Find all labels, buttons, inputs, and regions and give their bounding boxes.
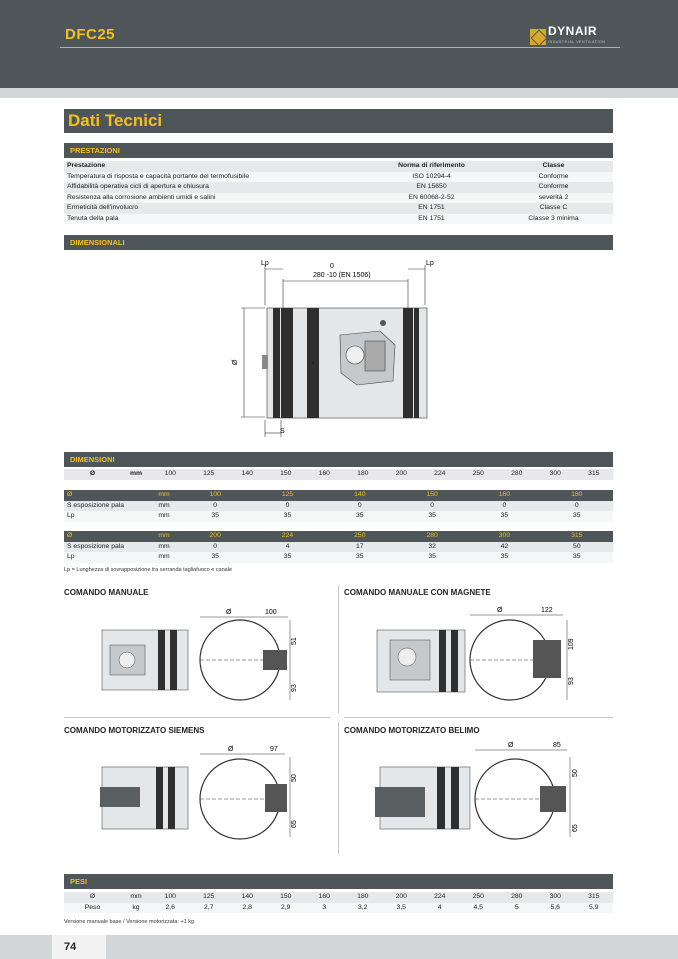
table-cell: 0: [179, 501, 251, 512]
table-header-row: [64, 531, 613, 542]
table-cell: 0: [179, 542, 251, 553]
table-cell: 224: [421, 892, 460, 903]
table-cell: ISO 10294-4: [369, 172, 494, 183]
dimensionali-title: DIMENSIONALI: [70, 238, 125, 247]
table-cell: 315: [575, 892, 614, 903]
model-title: DFC25: [65, 26, 116, 43]
table-row: [64, 193, 613, 204]
table-header-row: [64, 490, 613, 501]
table-cell: severità 2: [494, 193, 613, 204]
damper-dimension-drawing: [225, 255, 455, 440]
column-header: 250: [324, 531, 396, 542]
row-label: Peso: [64, 903, 121, 914]
table-cell: EN 15650: [369, 182, 494, 193]
table-cell: 35: [179, 552, 251, 563]
vertical-divider: [338, 722, 339, 854]
table-row: [64, 511, 613, 522]
table-cell: 5,9: [575, 903, 614, 914]
table-cell: 300: [536, 469, 575, 480]
table-cell: Ermeticità dell'involucro: [64, 203, 369, 214]
column-header: 140: [324, 490, 396, 501]
table-cell: 200: [382, 469, 421, 480]
table-cell: 4: [251, 542, 323, 553]
horizontal-divider: [344, 717, 613, 718]
belimo-drawing: [375, 742, 595, 842]
table-cell: 32: [396, 542, 468, 553]
table-cell: 200: [382, 892, 421, 903]
dim-top: 97: [270, 746, 278, 753]
table-cell: Resistenza alla corrosione ambienti umidi e salini: [64, 193, 369, 204]
column-header: 180: [541, 490, 613, 501]
table-cell: 3,5: [382, 903, 421, 914]
table-header-row: [64, 161, 613, 172]
table-cell: 35: [541, 552, 613, 563]
dimensioni-table-1: [64, 490, 613, 522]
table-cell: 35: [468, 552, 540, 563]
unit-cell: mm: [149, 501, 179, 512]
table-cell: 3: [305, 903, 344, 914]
dimensioni-title: DIMENSIONI: [70, 455, 115, 464]
table-cell: Classe 3 minima: [494, 214, 613, 225]
dim-bottom: 93: [568, 677, 575, 685]
siemens-title: COMANDO MOTORIZZATO SIEMENS: [64, 726, 205, 735]
table-cell: 180: [344, 892, 383, 903]
table-cell: 280: [498, 892, 537, 903]
manual-drawing: [100, 605, 310, 705]
table-cell: 35: [396, 511, 468, 522]
row-label: Ø: [64, 469, 121, 480]
unit-cell: mm: [149, 542, 179, 553]
column-header: 300: [468, 531, 540, 542]
column-header: 224: [251, 531, 323, 542]
table-row: [64, 542, 613, 553]
dim-diameter: Ø: [508, 742, 514, 749]
s-label: S: [280, 428, 285, 435]
table-cell: 5,6: [536, 903, 575, 914]
table-cell: 250: [459, 892, 498, 903]
length-zero-label: 0: [330, 263, 334, 270]
table-cell: 0: [251, 501, 323, 512]
column-header: 200: [179, 531, 251, 542]
dim-diameter: Ø: [226, 609, 232, 616]
table-cell: 280: [498, 469, 537, 480]
table-cell: EN 60068-2-52: [369, 193, 494, 204]
length-label: 280 -10 (EN 1506): [313, 272, 371, 279]
row-label: Ø: [64, 490, 149, 501]
dim-right: 51: [291, 637, 298, 645]
table-cell: 2,6: [151, 903, 190, 914]
logo-mark-icon: [530, 29, 546, 45]
prestazioni-header: [64, 143, 613, 158]
table-cell: 0: [324, 501, 396, 512]
table-cell: 35: [179, 511, 251, 522]
table-cell: 4: [421, 903, 460, 914]
unit-cell: mm: [121, 469, 151, 480]
table-row: [64, 469, 613, 480]
table-cell: 4,5: [459, 903, 498, 914]
manual-magnet-drawing: [375, 605, 595, 705]
table-cell: 5: [498, 903, 537, 914]
prestazioni-table: [64, 161, 613, 224]
table-cell: 150: [267, 469, 306, 480]
diameter-symbol: Ø: [232, 359, 239, 365]
dim-diameter: Ø: [497, 607, 503, 614]
prestazioni-title: PRESTAZIONI: [70, 146, 120, 155]
table-cell: 150: [267, 892, 306, 903]
table-cell: 250: [459, 469, 498, 480]
table-cell: 0: [396, 501, 468, 512]
dimensioni-note: Lp = Lunghezza di sovrapposizione tra serranda tagliafuoco e canale: [64, 567, 233, 573]
unit-cell: mm: [121, 892, 151, 903]
column-header: 160: [468, 490, 540, 501]
unit-cell: mm: [149, 531, 179, 542]
table-cell: 125: [190, 892, 229, 903]
dim-bottom: 93: [291, 684, 298, 692]
table-cell: 0: [468, 501, 540, 512]
column-header: 315: [541, 531, 613, 542]
table-cell: Tenuta della pala: [64, 214, 369, 225]
table-row: [64, 892, 613, 903]
table-cell: 35: [251, 552, 323, 563]
horizontal-divider: [64, 717, 330, 718]
table-cell: 140: [228, 469, 267, 480]
row-label: Lp: [64, 552, 149, 563]
lp-left-label: Lp: [261, 260, 269, 267]
table-cell: 50: [541, 542, 613, 553]
page-title-bar: [64, 109, 613, 133]
dim-bottom: 65: [291, 820, 298, 828]
table-cell: 2,9: [267, 903, 306, 914]
table-cell: 140: [228, 892, 267, 903]
table-row: [64, 172, 613, 183]
table-cell: 180: [344, 469, 383, 480]
unit-cell: mm: [149, 511, 179, 522]
pesi-table: [64, 892, 613, 913]
dimensioni-table-2: [64, 531, 613, 563]
page-number-box: [52, 935, 106, 959]
column-header: 125: [251, 490, 323, 501]
row-label: Lp: [64, 511, 149, 522]
table-cell: 3,2: [344, 903, 383, 914]
dim-right: 109: [568, 638, 575, 650]
table-cell: EN 1751: [369, 214, 494, 225]
table-cell: 35: [251, 511, 323, 522]
column-header: 150: [396, 490, 468, 501]
siemens-drawing: [100, 742, 310, 842]
table-cell: 2,8: [228, 903, 267, 914]
dim-top: 85: [553, 742, 561, 749]
table-cell: 224: [421, 469, 460, 480]
table-cell: Classe C: [494, 203, 613, 214]
row-label: S esposizione pala: [64, 542, 149, 553]
belimo-title: COMANDO MOTORIZZATO BELIMO: [344, 726, 480, 735]
dim-top: 122: [541, 607, 553, 614]
unit-cell: mm: [149, 552, 179, 563]
table-cell: 160: [305, 892, 344, 903]
manual-magnet-title: COMANDO MANUALE CON MAGNETE: [344, 588, 491, 597]
table-cell: 35: [541, 511, 613, 522]
dimensioni-diameter-table: [64, 469, 613, 480]
table-cell: 160: [305, 469, 344, 480]
table-cell: 35: [468, 511, 540, 522]
pesi-title: PESI: [70, 877, 88, 886]
dim-diameter: Ø: [228, 746, 234, 753]
page-title: Dati Tecnici: [68, 111, 163, 130]
row-label: Ø: [64, 531, 149, 542]
pesi-note: Versione manuale base / Versione motorizzata: +1 kg: [64, 919, 195, 925]
dim-bottom: 65: [572, 824, 579, 832]
brand-logo: [530, 26, 606, 48]
table-cell: 315: [575, 469, 614, 480]
dim-top: 100: [265, 609, 277, 616]
column-header: 100: [179, 490, 251, 501]
header-grey-band: [0, 88, 678, 98]
brand-tagline: INDUSTRIAL VENTILATION: [548, 40, 606, 44]
page-number: 74: [64, 941, 77, 953]
dim-right: 50: [291, 774, 298, 782]
dimensioni-header: [64, 452, 613, 467]
table-cell: Temperatura di risposta e capacità portante del termofusibile: [64, 172, 369, 183]
column-header: Norma di riferimento: [369, 161, 494, 172]
table-cell: 300: [536, 892, 575, 903]
unit-cell: kg: [121, 903, 151, 914]
table-row: [64, 214, 613, 225]
manual-title: COMANDO MANUALE: [64, 588, 149, 597]
table-cell: 125: [190, 469, 229, 480]
lp-right-label: Lp: [426, 260, 434, 267]
dim-right: 50: [572, 769, 579, 777]
dimensionali-header: [64, 235, 613, 250]
table-row: [64, 903, 613, 914]
table-cell: 35: [396, 552, 468, 563]
table-row: [64, 203, 613, 214]
row-label: Ø: [64, 892, 121, 903]
column-header: 280: [396, 531, 468, 542]
table-cell: Conforme: [494, 182, 613, 193]
table-row: [64, 552, 613, 563]
table-cell: 100: [151, 469, 190, 480]
table-cell: EN 1751: [369, 203, 494, 214]
table-row: [64, 182, 613, 193]
table-row: [64, 501, 613, 512]
row-label: S esposizione pala: [64, 501, 149, 512]
unit-cell: mm: [149, 490, 179, 501]
column-header: Prestazione: [64, 161, 369, 172]
column-header: Classe: [494, 161, 613, 172]
table-cell: 100: [151, 892, 190, 903]
table-cell: 2,7: [190, 903, 229, 914]
table-cell: 0: [541, 501, 613, 512]
table-cell: 17: [324, 542, 396, 553]
table-cell: Conforme: [494, 172, 613, 183]
table-cell: 35: [324, 552, 396, 563]
table-cell: 35: [324, 511, 396, 522]
vertical-divider: [338, 585, 339, 713]
brand-name: DYNAIR: [548, 24, 598, 38]
pesi-header: [64, 874, 613, 889]
table-cell: Affidabilità operativa cicli di apertura e chiusura: [64, 182, 369, 193]
table-cell: 42: [468, 542, 540, 553]
